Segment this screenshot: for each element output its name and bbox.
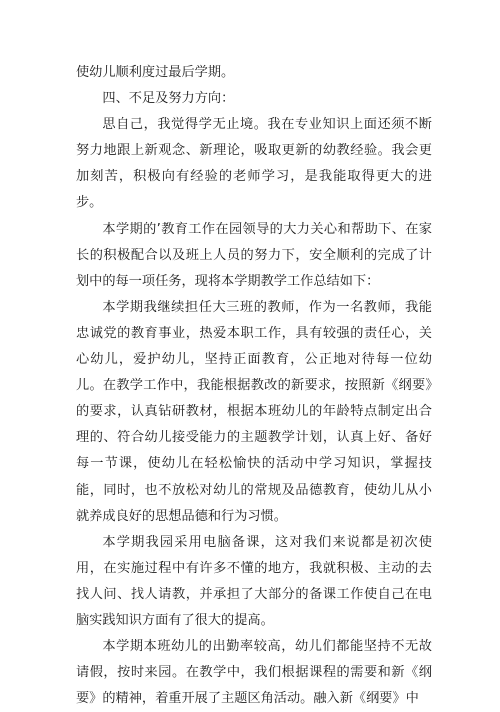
paragraph-attendance: 本学期本班幼儿的出勤率较高，幼儿们都能坚持不无故请假，按时来园。在教学中，我们根据课程的需要和新《纲要》的精神，着重开展了主题区角活动。融入新《纲要》中 [76, 639, 432, 707]
paragraph-computer-lesson-planning: 本学期我园采用电脑备课，这对我们来说都是初次使用，在实施过程中有许多不懂的地方，我就积极、主动的去找人问、找人请教，并承担了大部分的备课工作使自己在电脑实践知识方面有了很大的提高。 [76, 534, 432, 628]
paragraph-reflection: 思自己，我觉得学无止境。我在专业知识上面还须不断努力地跟上新观念、新理论，吸取更新的幼教经验。我会更加刻苦，积极向有经验的老师学习，是我能取得更大的进步。 [76, 117, 432, 211]
paragraph-summary-intro: 本学期的’教育工作在园领导的大力关心和帮助下、在家长的积极配合以及班上人员的努力下，安全顺利的完成了计划中的每一项任务，现将本学期教学工作总结如下： [76, 221, 432, 289]
document-body [76, 60, 432, 712]
paragraph-closing-line: 使幼儿顺利度过最后学期。 [76, 65, 235, 80]
paragraph-teaching-duties: 本学期我继续担任大三班的教师，作为一名教师，我能忠诚党的教育事业，热爱本职工作，具有较强的责任心，关心幼儿，爱护幼儿，坚持正面教育，公正地对待每一位幼儿。在教学工作中，我能根据教改的新要求，按照新《纲要》的要求，认真钻研教材，根据本班幼儿的年龄特点制定出合理的、符合幼儿接受能力的主题教学计划，认真上好、备好每一节课，使幼儿在轻松愉快的活动中学习知识，掌握技能，同时，也不放松对幼儿的常规及品德教育，使幼儿从小就养成良好的思想品德和行为习惯。 [76, 299, 432, 524]
section-heading: 四、不足及努力方向： [102, 91, 235, 107]
